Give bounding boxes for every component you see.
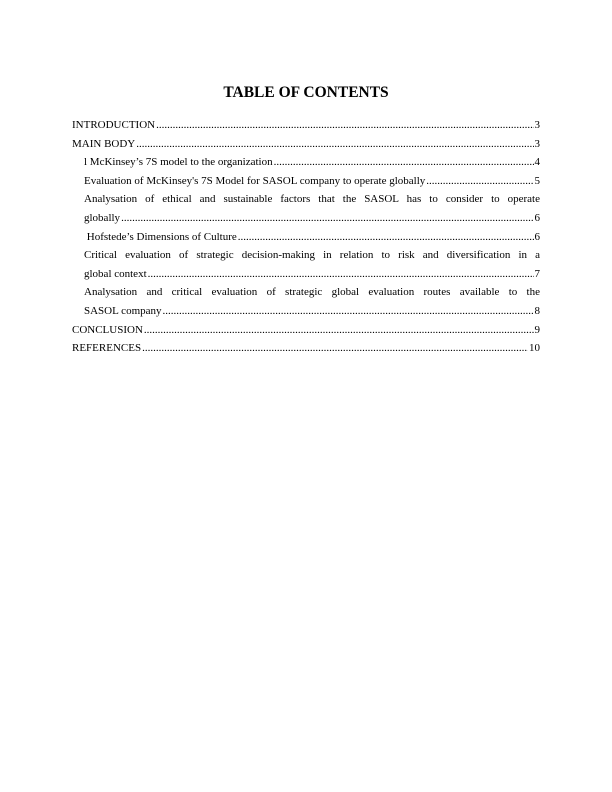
toc-entry-introduction[interactable] bbox=[72, 116, 540, 135]
toc-page-number: 6 bbox=[534, 230, 540, 243]
toc-leader-dots bbox=[121, 209, 533, 228]
toc-page-number: 4 bbox=[534, 156, 540, 169]
toc-entry-text-line-2: SASOL company bbox=[84, 304, 162, 317]
toc-page-number: 10 bbox=[529, 342, 540, 355]
toc-page-number: 9 bbox=[534, 323, 540, 336]
toc-entry-last-line bbox=[84, 302, 540, 321]
toc-page-number: 3 bbox=[534, 119, 540, 131]
toc-leader-dots bbox=[136, 135, 533, 154]
toc-page-number: 3 bbox=[534, 137, 540, 150]
toc-entry-text: REFERENCES bbox=[72, 342, 142, 355]
toc-entry-last-line bbox=[84, 265, 540, 284]
toc-leader-dots bbox=[148, 265, 534, 284]
toc-leader-dots bbox=[144, 321, 534, 340]
toc-leader-dots bbox=[163, 302, 534, 321]
toc-entry-global-evaluation-routes[interactable] bbox=[72, 283, 540, 320]
toc-entry-text-line-2: global context bbox=[84, 267, 147, 280]
toc-page-number: 7 bbox=[534, 267, 540, 280]
toc-page-number: 5 bbox=[534, 174, 540, 187]
toc-leader-dots bbox=[156, 116, 533, 135]
toc-leader-dots bbox=[142, 339, 528, 358]
toc-entry-text: INTRODUCTION bbox=[72, 119, 156, 131]
toc-leader-dots bbox=[426, 172, 533, 191]
toc-leader-dots bbox=[238, 228, 534, 247]
toc-entry-references[interactable] bbox=[72, 339, 540, 358]
toc-entry-text-line-1: Analysation of ethical and sustainable factors that the SASOL has to consider to operate bbox=[84, 193, 540, 206]
toc-entry-text: CONCLUSION bbox=[72, 323, 143, 336]
toc-entry-evaluation-7s-sasol[interactable] bbox=[72, 172, 540, 191]
toc-entry-text-line-1: Analysation and critical evaluation of strategic global evaluation routes available to the bbox=[84, 286, 540, 299]
toc-entry-text: Evaluation of McKinsey's 7S Model for SASOL company to operate globally bbox=[84, 174, 426, 187]
toc-entry-text-line-2: globally bbox=[84, 211, 121, 224]
toc-title: TABLE OF CONTENTS bbox=[223, 84, 389, 101]
toc-entry-text: MAIN BODY bbox=[72, 137, 136, 150]
toc-entry-strategic-decision-making[interactable] bbox=[72, 246, 540, 283]
toc-leader-dots bbox=[274, 153, 534, 172]
toc-list bbox=[72, 116, 540, 358]
toc-entry-text-line-1: Critical evaluation of strategic decision-making in relation to risk and diversification in a bbox=[84, 249, 540, 262]
toc-entry-last-line bbox=[84, 209, 540, 228]
toc-page-number: 8 bbox=[534, 304, 540, 317]
toc-entry-main-body[interactable] bbox=[72, 135, 540, 154]
toc-entry-hofstede-dimensions[interactable] bbox=[72, 228, 540, 247]
toc-entry-conclusion[interactable] bbox=[72, 321, 540, 340]
toc-entry-text: l McKinsey’s 7S model to the organization bbox=[84, 156, 273, 169]
toc-entry-mckinsey-7s-model[interactable] bbox=[72, 153, 540, 172]
toc-entry-ethical-sustainable-factors[interactable] bbox=[72, 190, 540, 227]
toc-entry-text: Hofstede’s Dimensions of Culture bbox=[84, 230, 237, 243]
toc-page-number: 6 bbox=[534, 211, 540, 224]
